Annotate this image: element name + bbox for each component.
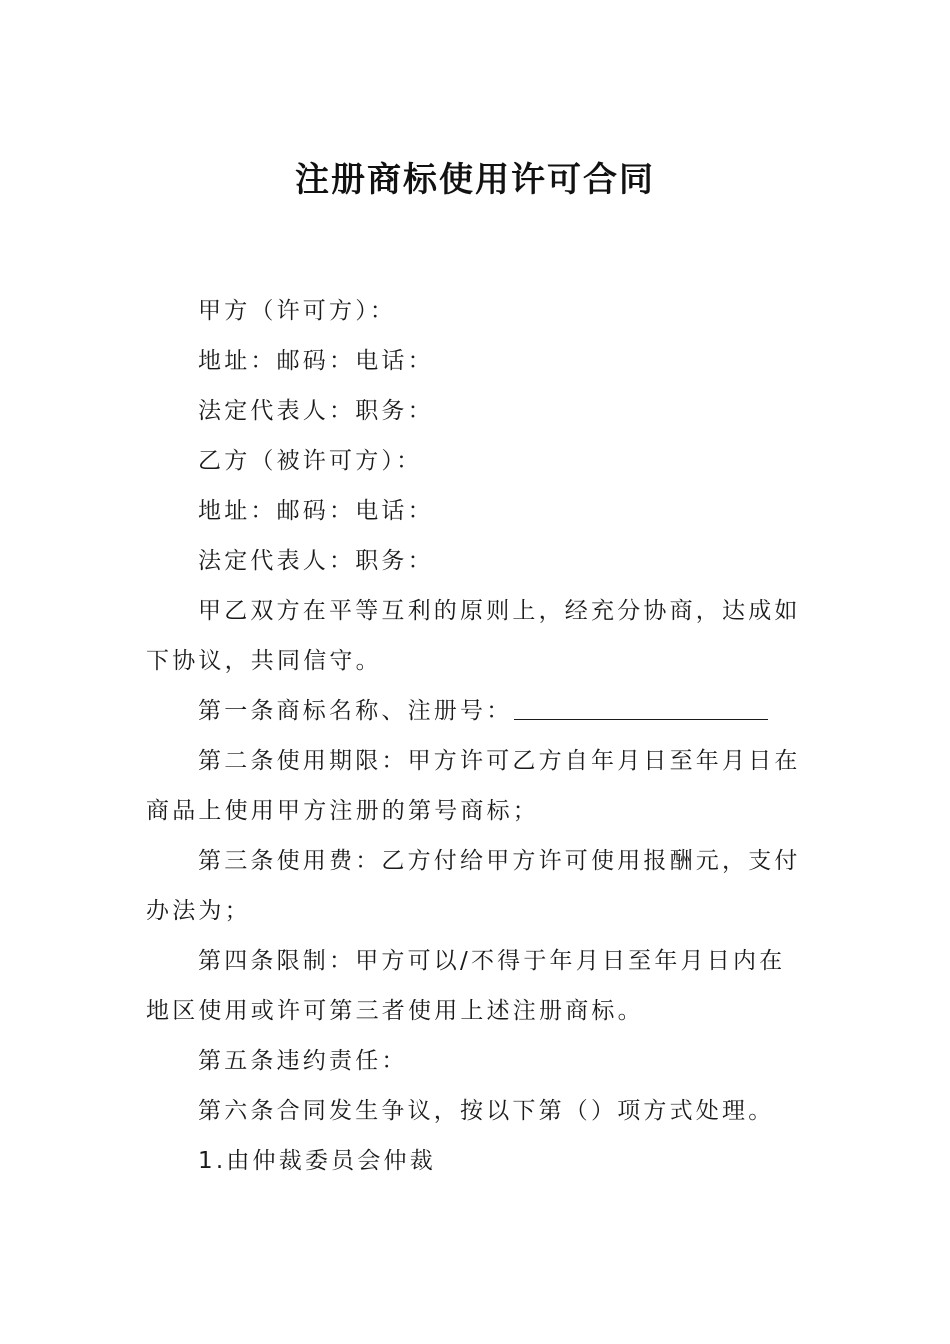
party-a-line: 甲方（许可方）： [198,298,397,324]
preamble-paragraph: 甲乙双方在平等互利的原则上，经充分协商，达成如下协议，共同信守。 [146,598,801,674]
registration-number-blank [514,689,768,720]
article-6-line: 第六条合同发生争议，按以下第（）项方式处理。 [198,1098,775,1124]
article-3-paragraph: 第三条使用费：乙方付给甲方许可使用报酬元，支付办法为； [146,848,801,924]
party-a-address-line: 地址：邮码：电话： [198,348,434,374]
party-b-line: 乙方（被许可方）： [198,448,423,474]
article-4-paragraph: 第四条限制：甲方可以/不得于年月日至年月日内在地区使用或许可第三者使用上述注册商标。 [146,948,786,1024]
contract-body [146,286,810,1186]
party-b-representative-line: 法定代表人：职务： [198,548,434,574]
party-a-representative-line: 法定代表人：职务： [198,398,434,424]
article-1-line [146,686,810,736]
option-1-line: 1.由仲裁委员会仲裁 [198,1148,436,1174]
contract-title: 注册商标使用许可合同 [295,160,655,200]
article-5-line: 第五条违约责任： [198,1048,408,1074]
article-1-text: 第一条商标名称、注册号： [198,698,513,724]
party-b-address-line: 地址：邮码：电话： [198,498,434,524]
article-2-paragraph: 第二条使用期限：甲方许可乙方自年月日至年月日在商品上使用甲方注册的第号商标； [146,748,801,824]
